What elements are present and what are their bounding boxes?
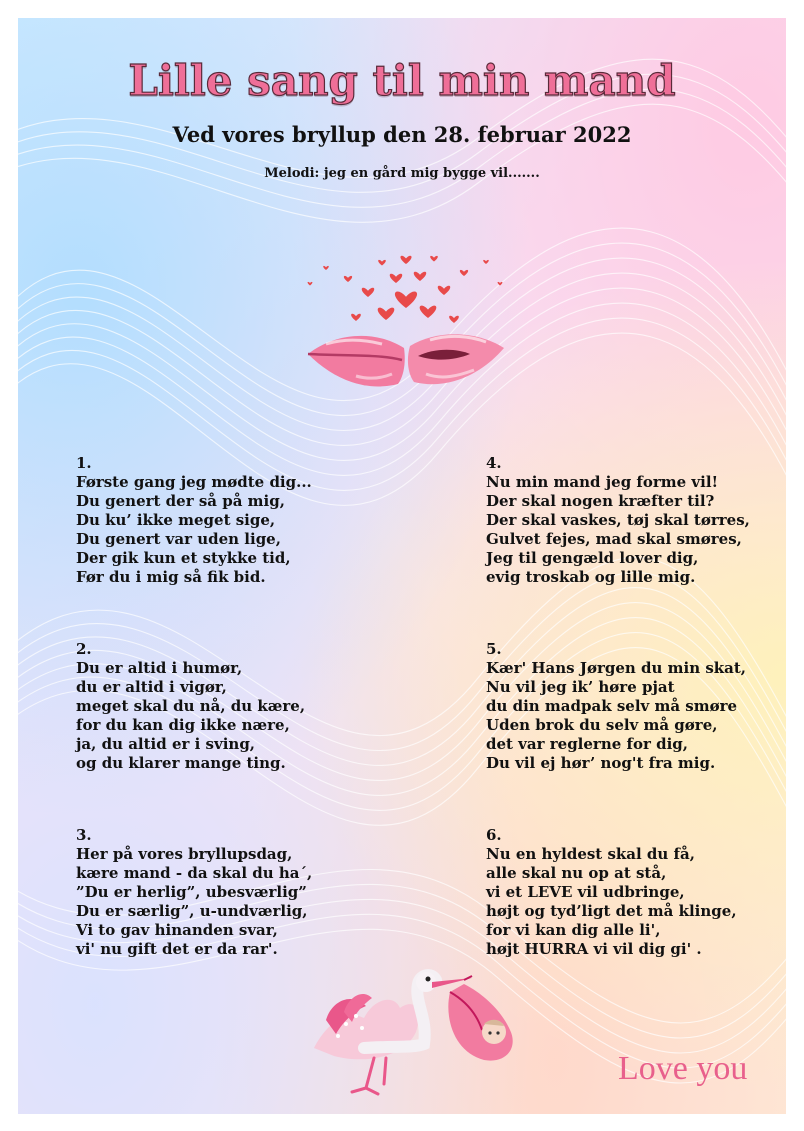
song-page	[18, 18, 786, 1114]
verse-line: det var reglerne for dig,	[486, 735, 688, 753]
verse-line: Der skal nogen kræfter til?	[486, 492, 715, 510]
verse-line: vi' nu gift det er da rar'.	[76, 940, 278, 958]
verse-line: Første gang jeg mødte dig...	[76, 473, 312, 491]
verse-line: Før du i mig så fik bid.	[76, 568, 266, 586]
verse-line: vi et LEVE vil udbringe,	[486, 883, 685, 901]
verse-line: højt HURRA vi vil dig gi' .	[486, 940, 702, 958]
verse-line: Vi to gav hinanden svar,	[76, 921, 278, 939]
verse-1	[76, 454, 312, 587]
verse-line: Du genert der så på mig,	[76, 492, 285, 510]
verse-line: Kær' Hans Jørgen du min skat,	[486, 659, 747, 677]
song-title: Lille sang til min mand	[128, 56, 676, 105]
verse-5	[486, 640, 746, 773]
verse-number: 6.	[486, 826, 502, 844]
stork-icon	[314, 972, 472, 1094]
verse-line: Der gik kun et stykke tid,	[76, 549, 291, 567]
verse-line: for du kan dig ikke nære,	[76, 716, 290, 734]
right-lips-icon	[408, 334, 504, 384]
verse-number: 3.	[76, 826, 92, 844]
verse-line: Gulvet fejes, mad skal smøres,	[486, 530, 742, 548]
wedding-subtitle: Ved vores bryllup den 28. februar 2022	[172, 122, 632, 147]
verse-number: 5.	[486, 640, 502, 658]
verse-line: evig troskab og lille mig.	[486, 568, 696, 586]
verse-line: du er altid i vigør,	[76, 678, 227, 696]
verse-line: Nu min mand jeg forme vil!	[486, 473, 719, 491]
verse-line: du din madpak selv må smøre	[486, 697, 738, 715]
verse-6	[486, 826, 737, 959]
stork-with-baby-illustration	[304, 948, 524, 1098]
verse-line: kære mand - da skal du ha´,	[76, 864, 313, 882]
verse-4	[486, 454, 750, 587]
verse-line: Der skal vaskes, tøj skal tørres,	[486, 511, 750, 529]
verse-line: ”Du er herlig”, ubesværlig”	[76, 883, 307, 901]
melody-note: Melodi: jeg en gård mig bygge vil.......	[264, 166, 540, 181]
verse-line: Du er særlig”, u-undværlig,	[76, 902, 308, 920]
verse-line: meget skal du nå, du kære,	[76, 697, 306, 715]
baby-bundle-icon	[448, 976, 512, 1061]
verse-line: Jeg til gengæld lover dig,	[486, 549, 699, 567]
kissing-lips-illustration	[286, 236, 526, 416]
verse-line: Du ku’ ikke meget sige,	[76, 511, 276, 529]
verse-line: og du klarer mange ting.	[76, 754, 286, 772]
verse-line: Uden brok du selv må gøre,	[486, 716, 718, 734]
verse-line: Du er altid i humør,	[76, 659, 243, 677]
verse-number: 2.	[76, 640, 92, 658]
verse-line: Nu vil jeg ik’ høre pjat	[486, 678, 675, 696]
verse-3	[76, 826, 312, 959]
verse-number: 1.	[76, 454, 92, 472]
verse-line: alle skal nu op at stå,	[486, 864, 667, 882]
verse-line: Nu en hyldest skal du få,	[486, 845, 695, 863]
hearts-icon	[308, 256, 503, 323]
verse-line: Du genert var uden lige,	[76, 530, 281, 548]
verse-line: højt og tyd’ligt det må klinge,	[486, 902, 737, 920]
verse-2	[76, 640, 305, 773]
verse-line: for vi kan dig alle li',	[486, 921, 661, 939]
left-lips-icon	[308, 336, 405, 387]
closing-love-note: Love you	[618, 1050, 748, 1087]
verse-line: Du vil ej hør’ nog't fra mig.	[486, 754, 716, 772]
verse-line: Her på vores bryllupsdag,	[76, 845, 293, 863]
verse-line: ja, du altid er i sving,	[76, 735, 256, 753]
verse-number: 4.	[486, 454, 502, 472]
